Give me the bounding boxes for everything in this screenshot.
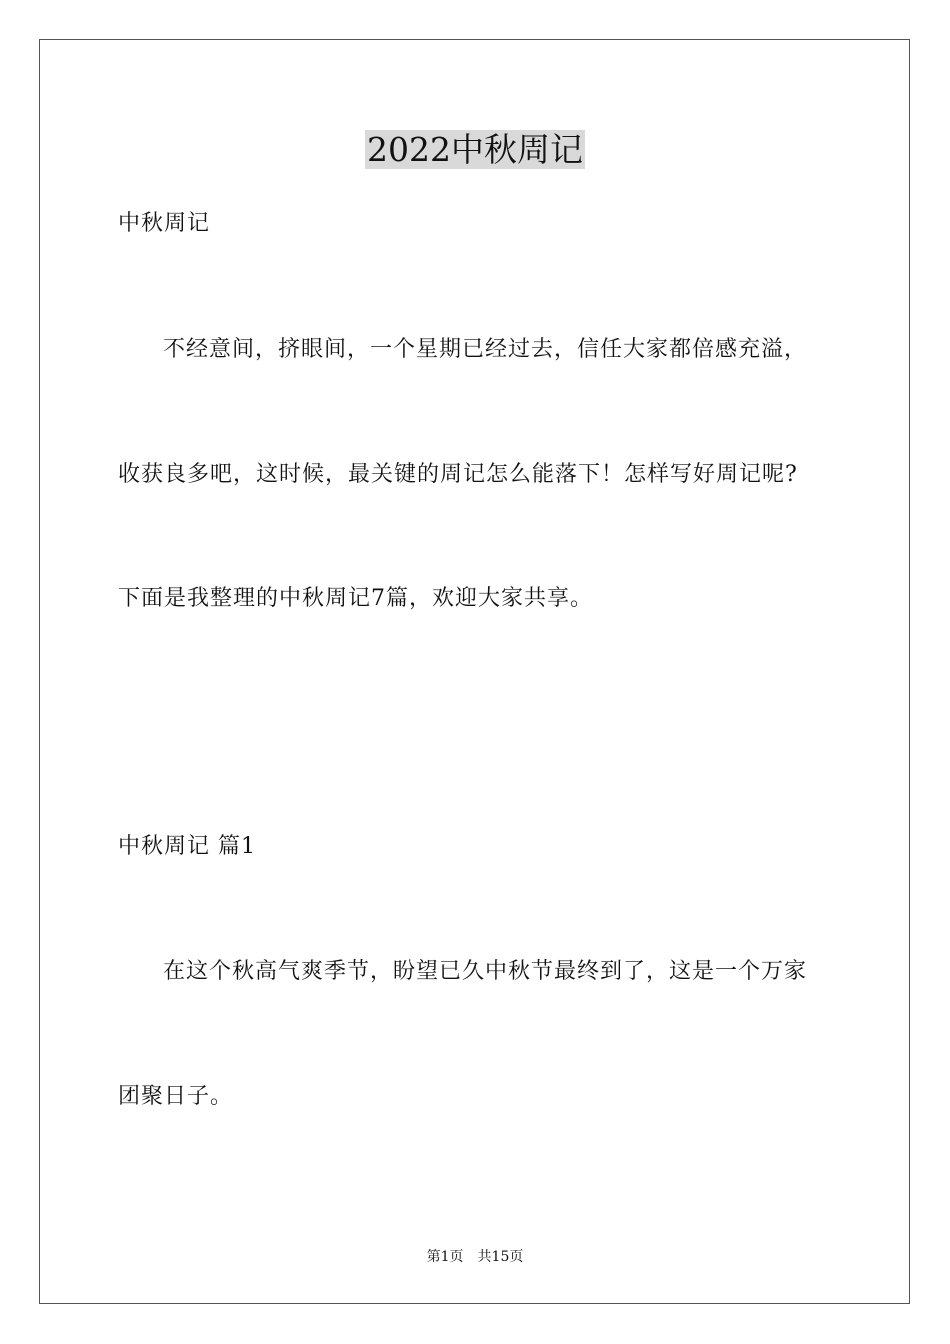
page-footer (0, 1248, 950, 1266)
section-heading: 中秋周记 篇1 (118, 834, 256, 859)
page-total: 共15页 (477, 1249, 524, 1265)
paragraph-line: 收获良多吧，这时候，最关键的周记怎么能落下！怎样写好周记呢? (118, 462, 798, 487)
paragraph-line: 下面是我整理的中秋周记7篇，欢迎大家共享。 (118, 586, 593, 611)
page-number: 第1页 (426, 1249, 464, 1265)
document-title (0, 128, 950, 172)
document-subtitle: 中秋周记 (118, 211, 211, 236)
document-title-text: 2022中秋周记 (367, 130, 583, 169)
paragraph-line: 在这个秋高气爽季节，盼望已久中秋节最终到了，这是一个万家 (163, 959, 808, 984)
paragraph-line: 团聚日子。 (118, 1084, 234, 1109)
paragraph-line: 不经意间，挤眼间，一个星期已经过去，信任大家都倍感充溢， (163, 337, 808, 362)
